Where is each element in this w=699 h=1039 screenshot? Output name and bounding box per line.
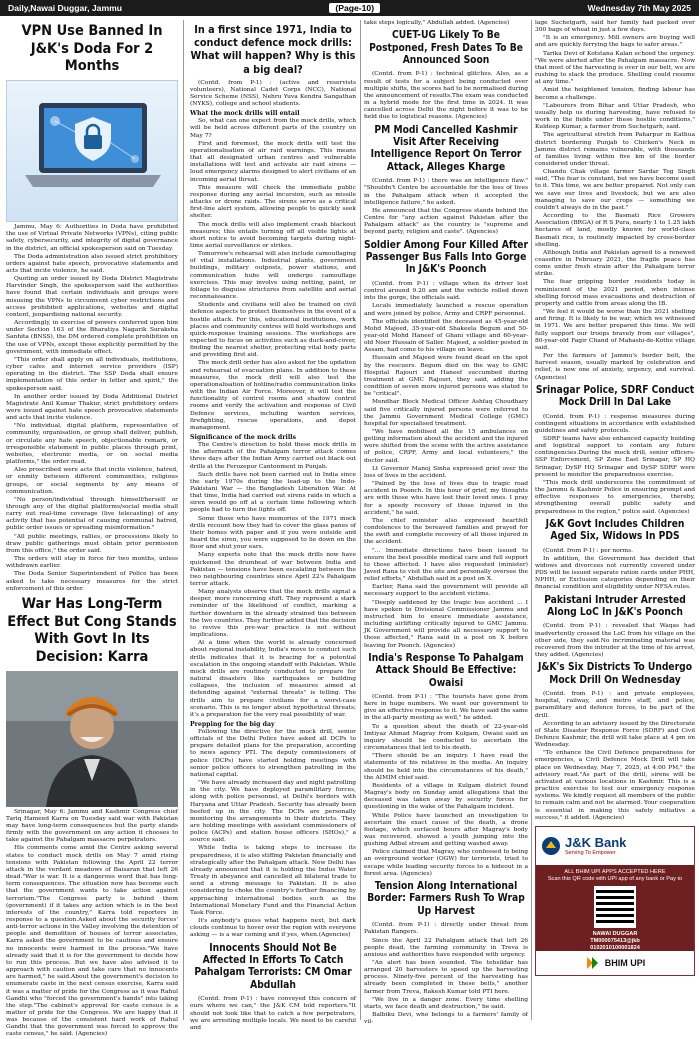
article-paragraph: "Labourers from Bihar and Uttar Pradesh, who usually help us during harvesting, have refused to work in the fields under these hostile conditions," Kuldeep Kumar, a farmer from Suchetgarh, said. [535,102,695,131]
column-1 [6,20,179,1038]
article-paragraph: Locals immediately launched a rescue operation and were joined by police, Army and CRPF personnel. [364,303,528,317]
article-paragraph: Accordingly, in exercise of powers conferred upon him under Section 163 of the Bharatiya Nagarik Suraksha Sanhita (BNSS), the DM ordered complete prohibition on the use of VPNs, except those explicitly permitted by the government, with immediate effect. [6,320,178,355]
article-paragraph: Since the April 22 Pahalgam attack that left 26 people dead, the farming community in Treva is anxious and authorities have responded with urgency. [364,937,528,958]
article-paragraph: "We live in a danger zone. Every time shelling starts, we face death and destruction," he said. [364,996,528,1010]
article-paragraph: Although India and Pakistan agreed to a renewed ceasefire in February 2021, the fragile peace has come under fresh strain after the Pahalgam terror strike. [535,249,695,278]
article-paragraph: take steps logically," Abdullah added. (Agencies) [364,20,510,26]
ad-account: 0102010100001824 [590,944,640,951]
article-paragraph: It's anybody's guess what happens next, but dark clouds continue to hover over the region with everyone asking — is a war coming and if yes, when.(Agencies) [190,918,356,939]
article-paragraph: Mendhar Block Medical Officer Ashfaq Choudhary said five critically injured persons were referred to the Jammu Government Medical College (GMC) hospital for specialised treatment. [364,399,528,427]
page-number: (Page-10) [329,3,380,13]
article-paragraph: "This mock drill underscores the commitment of the Jammu & Kashmir Police in ensuring prompt and effective responses to emergencies, thereby, strengthening overall public safety and preparedness in the region," police said. (Agencies) [535,479,695,515]
article-paragraph: Lt Governor Manoj Sinha expressed grief over the loss of lives in the accident. [364,465,528,479]
article-paragraph: (Contd. from P-1) : (active and reservists volunteers), National Cadet Corps (NCC), National Service Scheme (NSS), Nehru Yuva Kendra Sangathan (NYKS), college and school students. [190,79,356,108]
article-paragraph: Tomorrow's rehearsal will also include camouflaging of vital installations. Industrial plants, government buildings, military outposts, power stations, and communication hubs will undergo camouflage exercises. This may involve using netting, paint, or foliage to disguise structures from satellite and aerial reconnaissance. [190,251,356,301]
article-paragraph: Amid the heightened tension, finding labour has become a challenge. [535,87,695,101]
article-paragraph: According to the Basmati Rice Growers Association (BRGA) of R S Pura, nearly 1 to 1.25 lakh hectares of land, mostly known for world-class Basmati rice, is routinely impacted by cross-border shelling. [535,213,695,248]
column-divider [531,20,532,1020]
article-paragraph: Jammu, May 6: Authorities in Doda have prohibited the use of Virtual Private Networks (VPNs), citing public safety, cybersecurity, and integrity of digital governance in the district, an official spokesperson said on Tuesday. [6,224,178,252]
column-3 [364,20,528,1026]
article-paragraph: The Doda Senior Superintendent of Police has been asked to take necessary measures for the strict enforcement of this order. [6,571,178,592]
article-paragraph: Srinagar, May 6: Jammu and Kashmir Congress chief Tariq Hameed Karra on Tuesday said war with Pakistan may have long-term consequences but the party stands firmly with the government on any action it chooses to take against the Pahalgam massacre perpetrators. [6,808,178,844]
article-paragraph: "There should be an inquiry. I have read the statements of his relatives in the media. An inquiry should be held into the circumstances of his death," the AIMIM chief said. [364,753,528,781]
headline-intruder: Pakistani Intruder Arrested Along LoC In J&K's Poonch [544,594,686,618]
article-paragraph: He announced that the Congress stands behind the Centre for "any action against Pakistan after the Pahalgam attack" as the country is "supreme and beyond party, religion and caste". (Agencies) [364,207,528,236]
article-paragraph: (Contd. from P-1) : and private employees, hospital, railway, and metro staff, and police, paramilitary and defence forces, to be part of the drill. [535,691,695,719]
headline-vpn-ban: VPN Use Banned In J&K's Doda For 2 Months [21,23,163,75]
article-paragraph: lage Suchetgarh, said her family had packed over 300 bags of wheat in just a few days. [535,20,695,34]
article-paragraph: Chandu Chak village farmer Sardar Teg Singh said, "The fear is constant, but we have become used to it. This time, we are better prepared. Not only can we save our lives and livestock, but we are also managing to save our crops — something we couldn't always do in the past." [535,169,695,211]
article-paragraph: In another order issued by Doda Additional District Magistrate Anil Kumar Thakur, strict prohibitory orders were issued against hate speech provocative statements and acts that incite violence. [6,393,178,422]
article-paragraph: The chief minister also expressed heartfelt condolences to the bereaved families and prayed for the swift and complete recovery of all those injured in the accident. [364,517,528,546]
article-paragraph: Some those who have memories of the 1971 mock drills recount how they had to cover the glass panes of their homes with paper and if you were outside and heard the siren, you were supposed to lie down on the floor and shut your ears. [190,515,356,551]
headline-six-districts: J&K's Six Districts To Undergo Mock Drill On Wednesday [537,662,692,686]
subheading: What the mock drills will entail [190,110,300,118]
laptop-shield-icon [7,81,179,223]
article-paragraph: Such drills have not been carried out in India since the early 1970s during the lead-up to the Indo-Pakistani War — the Bangladesh Liberation War. At that time, India had carried out sirens raids in which a siren would go off at a certain time following which people had to turn the lights off. [190,471,356,514]
column-divider [183,20,184,1020]
subheading: Significance of the mock drills [190,434,297,442]
article-paragraph: The mock drill order has also asked for the updation and rehearsal of evacuation plans. In addition to these measures, the mock drill will also test the operationalisation of hotline/radio communication links with the Indian Air Force. Moreover, it will test the functionality of control rooms and shadow control rooms and verify the activation and response of Civil Defence services, including warden services, firefighting, rescue operations, and depot management. [190,360,356,431]
headline-cuet: CUET-UG Likely To Be Postponed, Fresh Dates To Be Announced Soon [369,30,523,67]
article-paragraph: In addition, the Government has decided that widows and divorcees not currently covered under PDS will be issued separate ration cards under PHH, NPHH, or Exclusion categories depending on their financial condition and eligibility under NFSA rules. [535,555,695,591]
headline-dal-lake-drill: Srinagar Police, SDRF Conduct Mock Drill In Dal Lake [535,384,695,409]
article-paragraph: First and foremost, the mock drills will test the operationalisation of air raid warnings. This means that all designated urban centres and vulnerable installations will test and activate air raid sirens — loud emergency alarms designed to alert civilians of an incoming aerial threat. [190,140,356,183]
article-paragraph: To a question about the death of 22-year-old Imtiyaz Ahmad Magray from Kulgam, Owaisi said an inquiry should be conducted to ascertain the circumstances that led to his death. [364,723,528,752]
article-paragraph: "We have mobilised all the 15 ambulances on getting information about the accident and the injured were shifted from the scene with the active assistance of police, CRPF, Army and local volunteers," the doctor said. [364,429,528,464]
article-paragraph: Balbiku Devi, who belongs to a farmers' family of vil- [364,1012,528,1026]
article-paragraph: The mock drills will also implement crash blackout measures; this entails turning off all visible lights at short notice to avoid becoming targets during night-time aerial surveillance or strikes. [190,221,356,249]
article-paragraph: "An alert has been sounded. The tehsildar has arranged 20 harvesters to speed up the harvesting process. Ninety-five percent of the harvesting has already been completed in these belts," another farmer from Treva, Rakesh Kumar told PTI here. [364,960,528,995]
article-paragraph: While India is taking steps to increase its preparedness, it is also stiffing Pakistan financially and strategically after the Pahalgam attack. New Delhi has already announced that it is holding the Indus Water Treaty in abeyance and cancelled all bilateral trade to send a strong message to Pakistan. It is also considering to choke the country's further financing by approaching international bodies such as the International Monetary Fund and the Financial Action Task Force. [190,845,356,916]
qr-code-icon [594,886,636,928]
bank-logo-icon [541,836,561,856]
bank-advertisement [535,826,695,976]
article-paragraph: The agricultural stretch from Paharpur in Kathua district bordering Punjab to Chicken's Neck in Jammu district remains vulnerable, with thousands of families living within five km of the border considered under threat. [535,132,695,167]
karra-photo [6,671,178,807]
ad-payee: NAWAI DUGGAR [592,930,638,937]
article-paragraph: (Contd. from P-1) : response measures during contingent situations in accordance with established guidelines and safety protocols. [535,413,695,434]
article-paragraph: Earlier, Rana said the government will provide all necessary support to the accident victims. [364,584,528,598]
headline-owaisi: India's Response To Pahalgam Attack Should Be Effective: Owaisi [368,652,524,689]
article-paragraph: "To enhance the Civil Defence preparedness for emergencies, a Civil Defence Mock Drill will take place on Wednesday, May 7, 2025, at 4:00 PM," the advisory read."As part of the drill, sirens will be activated at various locations in Kashmir. This is a practice exercise to test our emergency response systems. We kindly request all members of the public to remain calm and not be alarmed. Your cooperation is essential in making this safety initiative a success," it added. (Agencies) [535,750,695,821]
article-paragraph: While Police have launched an investigation to ascertain the exact cause of the death, a drone footage, which surfaced hours after Magray's body was recovered, showed a youth jumping into the gushing Adbal stream and getting washed away. [364,812,528,848]
ad-line: Scan this QR code with UPI app of any bank or Pay to [547,875,683,882]
article-paragraph: Also proscribed were acts that incite violence, hatred, or enmity between different communities, religious groups, or social segments by any means of communication. [6,467,178,495]
ad-vpa: TM000075413@jkb [590,937,640,944]
article-paragraph: "Deeply saddened by the tragic bus accident ... I have spoken to Divisional Commissioner Jammu and instructed him to ensure immediate assistance, including airlifting critically injured to GMC Jammu. JK Government will provide all necessary support to those affected," Rana said in a post on X before leaving for Poonch. (Agencies) [364,599,528,649]
masthead [0,0,699,16]
headline-bus-accident: Soldier Among Four Killed After Passenger Bus Falls Into Gorge In J&K's Poonch [364,239,528,276]
column-4 [535,20,695,1020]
subheading: Prepping for the big day [190,720,275,728]
ad-line: ALL BHIM UPI APPS ACCEPTED HERE [564,868,666,875]
article-paragraph: (Contd. from P-1) : have conveyed this concern of ours where we can," the J&K CM told reporters."It should not look like that to catch a few perpetrators, we are arresting multiple locals. We need to be careful and [190,996,356,1031]
article-paragraph: "No individual, digital platform, representative of community, organisation, or group shall deliver, publish, or circulate any hate speech, objectionable remark, or irresponsible statement in public places through print, websites, electronic media, or on social media platforms," the order read. [6,423,178,466]
article-paragraph: "... Immediate directions have been issued to ensure the best possible medical care and full support to those affected. I have also requested (minister) Javed Rana to visit the site and personally oversee the relief efforts," Abdullah said in a post on X. [364,547,528,583]
headline-pds: J&K Govt Includes Children Aged Six, Widows In PDS [545,518,685,543]
article-paragraph: "All public meetings, rallies, or processions likely to draw public gatherings must obtain prior permission from this office," the order said. [6,533,178,554]
article-paragraph: The orders will stay in force for two months, unless withdrawn earlier. [6,556,178,570]
article-paragraph: The fear gripping border residents today is reminiscent of the 2021 period, when intense shelling forced mass evacuations and destruction of property and cattle from areas along the IB. [535,279,695,307]
article-paragraph: Students and civilians will also be trained on civil defence aspects to protect themselves in the event of a hostile attack. For this, educational institutions, work places and community centres will hold workshops and quick-response training sessions. The workshops are expected to focus on activities such as duck-and-cover, finding the nearest shelter, protecting vital body parts and providing first aid. [190,302,356,359]
article-paragraph: (Contd. from P-1) : revealed that Waqas had inadvertently crossed the LoC from his village on the other side, they said.No incriminating material was recovered from the intruder at the time of his arrest, they added. (Agencies) [535,623,695,659]
article-paragraph: "We feel it would be worse than the 2021 shelling and firing. It is likely to be war, which we witnessed in 1971. We are better prepared this time. We will fully support our troops bravely from our villages", 80-year-old Fagir Chand of Mahashi-de-Kothe village said. [535,309,695,351]
masthead-date: Wednesday 7th May 2025 [587,3,691,13]
article-paragraph: Quoting an order issued by Doda District Magistrate Harvinder Singh, the spokesperson said the authorities have found that certain individuals and groups were misusing the VPNs to circumvent cyber restrictions and access prohibited applications, websites and digital content, jeopardising national security. [6,276,178,318]
article-paragraph: (Contd. from P-1) : "The tourists have gone from here in huge numbers. We want our government to give an effective response to it. We have said the same in the all-party meeting as well," he added. [364,694,528,722]
article-paragraph: The officials identified the deceased as 45-year-old Mohd Majeed, 35-year-old Shakeela Begum and 50-year-old Mohd Haneef of Ghani village and 60-year-old Noor Hussain of Saller. Majeed, a soldier posted in Assam, had come to his village on leave. [364,318,528,354]
article-paragraph: According to an advisory issued by the Directorate of State Disaster Response Force (SDRF) and Civil Defence Kashmir, the drill will take place at 4 pm on Wednesday. [535,720,695,749]
article-paragraph: (Contd. from P-1) : technical glitches. Also, as a result of tests for a subject being conducted over multiple shifts, the scores had to be normalised during the announcement of results.The exam was conducted in a hybrid mode for the first time in 2024. It was cancelled across Delhi the night before it was to be held due to logistical reasons. (Agencies) [364,71,528,121]
article-paragraph: His comments come amid the Centre asking several states to conduct mock drills on May 7 amid rising tensions with Pakistan following the April 22 terror attack in the verdant meadows of Baisaran that left 26 dead."War is war. It is a dangerous word that has long-term consequences. The situation now has become such that the government wants to take action against terrorism."The Congress party is behind them (government) if it takes any action which is in the best interests of the country," Karra told reporters in response to a question.Asked about the security forces' anti-terror actions in the Valley involving the detention of people and demolition of houses of terror associates, Karra asked the government to be cautious and ensure no innocents were harmed in the process."We have already said that it is for the government to decide how to run this process. But we have also advised it to approach with caution and take care that no innocents are harmed," he said.About the government's decision to enumerate caste in the next census exercise, Karra said it was a matter of pride for the Congress as it was Rahul Gandhi who "forced the government's hands" into taking the step."The cabinet's approval for caste census is a matter of pride for the Congress. We are happy that it was because of the consistent hard work of Rahul Gandhi that the government was forced to approve the caste census," he said. (Agencies) [6,845,179,1038]
article-paragraph: At a time when the world is already concerned about regional instability, India's move to conduct such drills indicates that it is bracing for a potential escalation in the ongoing standoff with Pakistan. While mock drills are routinely conducted to prepare for natural disasters like earthquakes or building collapses, the inclusion of measures aimed at defending against "external threats" is telling. The drills aim to prepare civilians for a worst-case scenario. This is no longer about hypothetical threats; it's a preparation for the very real possibility of war. [190,640,356,718]
article-paragraph: The Centre's direction to hold these mock drills in the aftermath of the Pahalgam terror attack comes three days after the Indian Army carried out black out drills at the Ferozepur Cantonment in Punjab. [190,442,356,470]
article-paragraph: Many analysts observe that the mock drills signal a deeper, more concerning shift. They represent a stark reminder of the likelihood of conflict, marking a further downturn in the already strained ties between the two countries. They further added that the decision to revive this pre-war practice is not without implications. [190,589,356,639]
ad-body [536,865,694,951]
article-paragraph: "This order shall apply on all individuals, institutions, cyber cafes and internet service providers (ISP) operating in the district. The SSP Doda shall ensure implementation of this order in letter and spirit," the spokesperson said. [6,356,178,392]
article-paragraph: So, what can one expect from the mock drills, which will be held across different parts of the country on May 7? [190,118,356,139]
column-divider [360,20,361,1020]
article-paragraph: (Contd. from P-1) : per norms. [543,547,634,554]
article-paragraph: SDRF teams have also enhanced capacity building and logistical support to contain any future contingencies.During the mock drill, senior officers- SSP Enforcement, SP Zone East Srinagar, SP HQ Srinagar, DySP HQ Srinagar and DySP SDRF were present to monitor the preparedness exercise. [535,436,695,478]
upi-arrow-icon [585,957,599,969]
article-paragraph: "Pained by the loss of lives due to tragic road accident in Poonch. In this hour of grief, my thoughts are with those who have lost their loved ones. I pray for a speedy recovery of those injured in the accident," he said. [364,481,528,516]
headline-kharge: PM Modi Cancelled Kashmir Visit After Receiving Intelligence Report On Terror Attack, Alleges Kharge [370,124,522,173]
headline-omar: Innocents Should Not Be Affected In Efforts To Catch Pahalgam Terrorists: CM Omar Abdullah [194,942,352,991]
article-paragraph: For the farmers of Jammu's border belt, the harvest season, usually marked by celebration and relief, is now one of anxiety, urgency, and survival. (Agencies) [535,353,695,381]
vpn-laptop-image [6,80,178,222]
person-photo-icon [6,671,178,807]
article-paragraph: (Contd. from P-1) : there was an intelligence flaw." "Shouldn't Centre be accountable for the loss of lives in the Pahalgam attack when it accepted the intelligence failure," he asked. [364,178,528,206]
article-paragraph: Tarika Devi of Kotstana Kalan echoed the urgency. "We were alerted after the Pahalgam massacre. Now that most of the harvesting is over in our belt, we are rushing to stack the produce. Shelling could resume at any time." [535,50,695,86]
headline-karra: War Has Long-Term Effect But Cong Stands With Govt In Its Decision: Karra [7,595,177,665]
article-paragraph: (Contd. from P-1) : village when its driver lost control around 9.20 am and the vehicle rolled down into the gorge, the officials said. [364,280,528,302]
article-paragraph: Many experts note that the mock drills now have quickened the drumbeat of war between India and Pakistan — tensions have been escalating between the two neighbouring countries since April 22's Pahalgam terror attack. [190,552,356,587]
article-paragraph: "It is an emergency. Mill owners are buying well and are quickly ferrying the bags to safer areas." [535,35,695,49]
article-paragraph: "No person/individual through himself/herself or through any of the digital platforms/social media shall carry out real-time coverage (live telecasting) of any activity that has potential of causing communal hatred, public order issues or spreading misinformation." [6,496,178,532]
ad-footer [536,951,694,975]
article-paragraph: Police claimed that Magray, who confessed to being an overground worker (OGW) for terrorists, tried to escape while leading security forces to a hideout in a forest area. (Agencies) [364,849,528,877]
article-paragraph: Hussain and Majeed were found dead on the spot by the rescuers. Begum died on the way to GMC Hospital Rajouri and Haneef succumbed during treatment at GMC Rajouri, they said, adding the condition of seven more injured persons was stated to be "critical". [364,355,528,398]
ad-brand: J&K Bank [565,835,627,851]
ad-footer-text: BHIM UPI [604,957,646,968]
ad-header [536,827,694,865]
article-paragraph: The Doda administration also issued strict prohibitory orders against hate speech, provocative statements and acts that incite violence, he said. [6,253,178,274]
article-paragraph: This measure will check the immediate public response during any aerial incursion, such as missile attacks or drone raids. The sirens serve as a critical first-line alert system, allowing people to quickly seek shelter. [190,184,356,220]
article-paragraph: "We have already increased day and night patrolling in the city. We have deployed paramilitary forces, along with police personnel, at Delhi's borders with Haryana and Uttar Pradesh. Security has already been beefed up in the city. The DCPs are personally monitoring the arrangements in their districts. They are holding meetings with assistant commissioners of police (ACPs) and station house officers (SHOs)," a source said. [190,780,356,844]
column-2 [190,20,356,1031]
ad-tagline: Serving To Empower [565,850,616,857]
article-paragraph: (Contd. from P-1) : directly under threat from Pakistan Rangers. [364,922,528,936]
headline-harvest: Tension Along International Border: Farmers Rush To Wrap Up Harvest [367,880,525,917]
masthead-paper-name: Daily,Nawai Duggar, Jammu [8,3,122,13]
headline-mock-drills: In a first since 1971, India to conduct defence mock drills: What will happen? Why is this a big deal? [190,23,356,76]
article-paragraph: Following the directive for the mock drill, senior officials of the Delhi Police have asked all DCPs to prepare detailed plans for the preparation, according to news agency PTI. The deputy commissioners of police (DCPs) have started holding meetings with senior police officers to strengthen patrolling in the national capital. [190,728,356,778]
article-paragraph: Residents of a village in Kulgam district found Magray's body on Sunday amid allegations that the deceased was taken away by security forces for questioning in the wake of the Pahalgam incident. [364,782,528,811]
